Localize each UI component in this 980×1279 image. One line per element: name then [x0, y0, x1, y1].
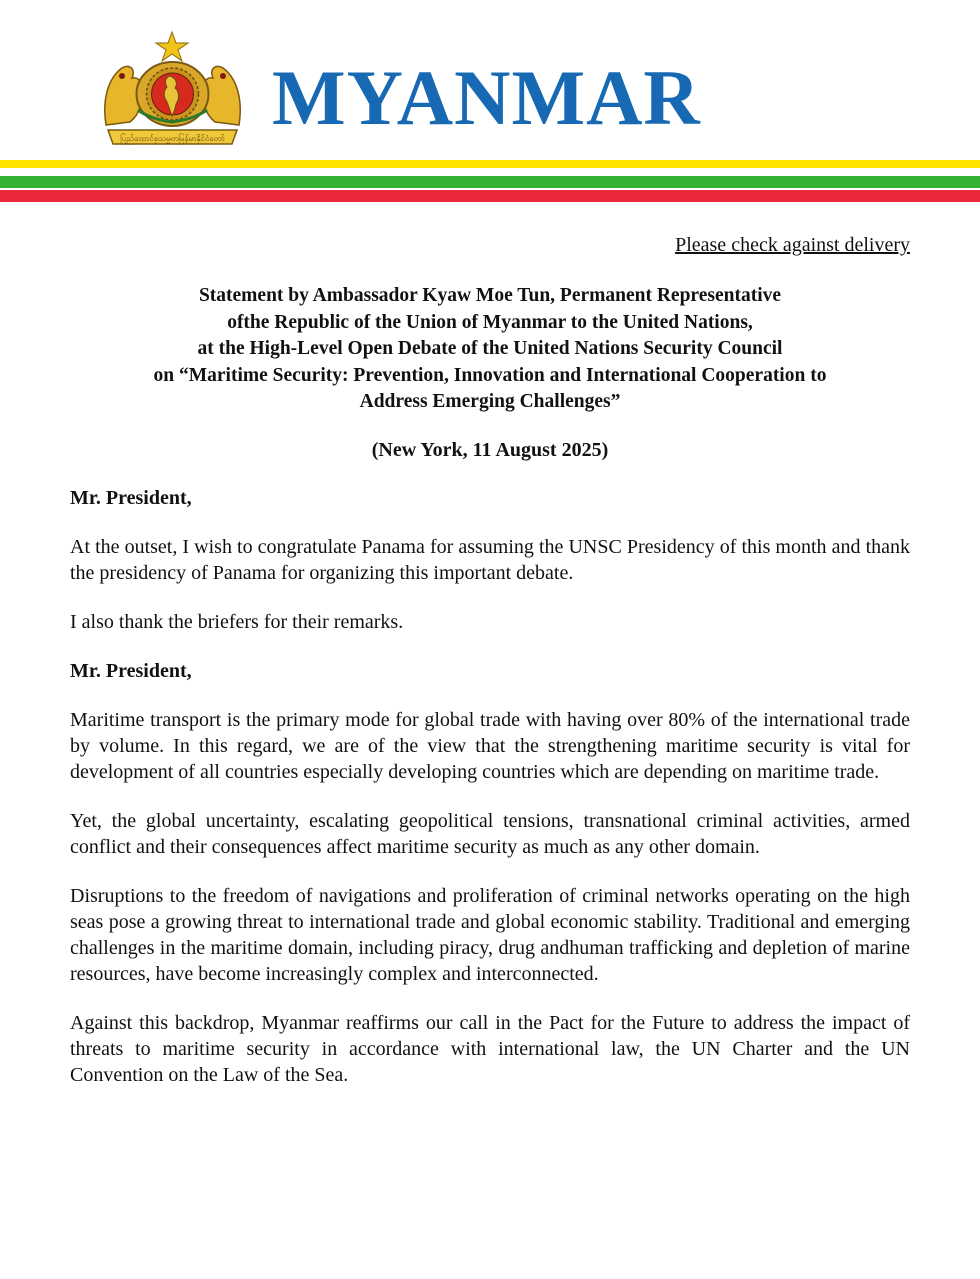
flag-stripe-red	[0, 190, 980, 202]
statement-body	[70, 485, 910, 1111]
flag-stripe-green	[0, 176, 980, 188]
paragraph: Maritime transport is the primary mode for global trade with having over 80% of the international trade by volume. In this regard, we are of the view that the strengthening maritime security is vital for development of all countries especially developing countries which are depending on maritime trade.	[70, 709, 910, 783]
paragraph: Yet, the global uncertainty, escalating geopolitical tensions, transnational criminal activities, armed conflict and their consequences affect maritime security as much as any other domain.	[70, 810, 910, 858]
paragraph: Against this backdrop, Myanmar reaffirms our call in the Pact for the Future to address the impact of threats to maritime security in accordance with international law, the UN Charter and the UN Convention on the Law of the Sea.	[70, 1012, 910, 1086]
title-line: Statement by Ambassador Kyaw Moe Tun, Permanent Representative	[198, 285, 782, 306]
emblem-caption: ပြည်ထောင်စုသမ္မတမြန်မာနိုင်ငံတော်	[120, 134, 225, 143]
dateline: (New York, 11 August 2025)	[371, 439, 609, 461]
title-line: ofthe Republic of the Union of Myanmar to the United Nations,	[227, 311, 753, 333]
flag-stripe-yellow	[0, 160, 980, 168]
country-name: MYANMAR	[272, 54, 701, 141]
statement-title	[70, 283, 910, 416]
paragraph: I also thank the briefers for their remarks.	[70, 611, 404, 633]
salutation: Mr. President,	[70, 487, 192, 509]
paragraph: Disruptions to the freedom of navigations and proliferation of criminal networks operating on the high seas pose a growing threat to international trade and global economic stability. Traditional and emerging challenges in the maritime domain, including piracy, drug andhuman trafficking and depletion of marine resources, have become increasingly complex and interconnected.	[70, 885, 910, 985]
flag-stripes	[0, 160, 980, 204]
delivery-note: Please check against delivery	[675, 234, 910, 256]
letterhead	[0, 0, 980, 205]
paragraph: At the outset, I wish to congratulate Panama for assuming the UNSC Presidency of this month and thank the presidency of Panama for organizing this important debate.	[70, 536, 910, 584]
title-line: Address Emerging Challenges”	[359, 391, 621, 412]
title-line: at the High-Level Open Debate of the United Nations Security Council	[197, 338, 783, 359]
salutation: Mr. President,	[70, 660, 192, 682]
title-line: on “Maritime Security: Prevention, Innovation and International Cooperation to	[153, 364, 827, 386]
state-emblem-icon	[100, 30, 245, 148]
